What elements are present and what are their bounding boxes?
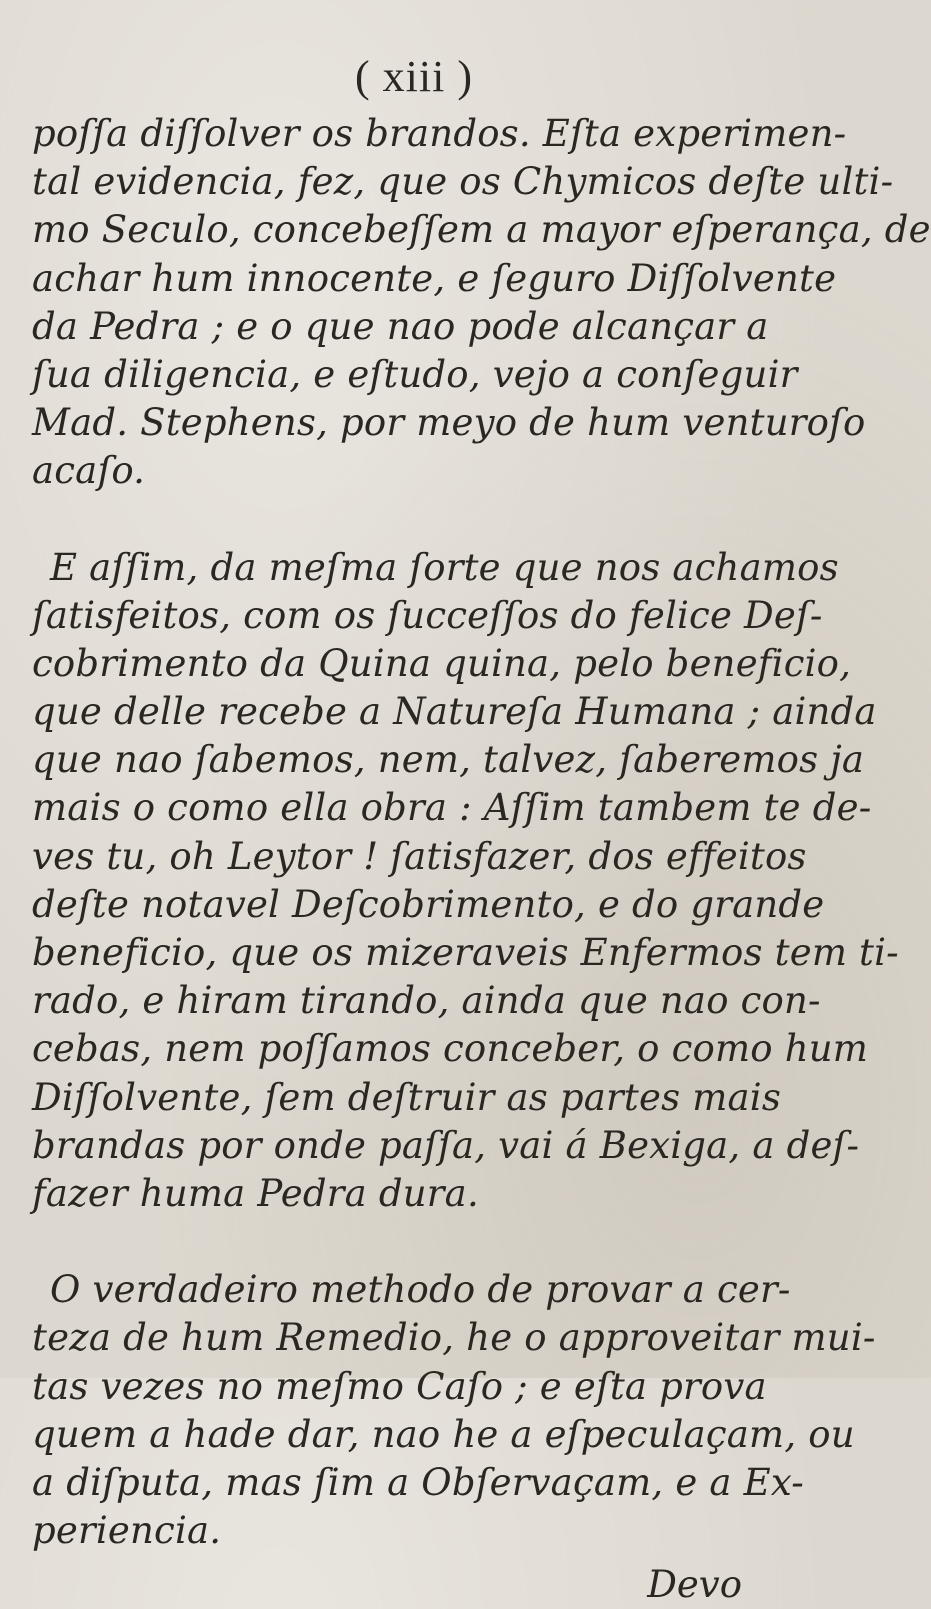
text-line: a diſputa, mas ſim a Obſervaçam, e a Ex- — [32, 1460, 804, 1504]
text-line: acaſo. — [32, 449, 146, 493]
paragraph-3 — [32, 1266, 876, 1555]
text-line: que delle recebe a Natureſa Humana ; ainda — [32, 690, 877, 734]
catchword: Devo — [647, 1563, 742, 1607]
text-line: teza de hum Remedio, he o approveitar mui- — [32, 1316, 876, 1360]
text-line: rado, e hiram tirando, ainda que nao con- — [32, 979, 821, 1023]
text-line: tas vezes no meſmo Caſo ; e eſta prova — [32, 1364, 767, 1408]
text-line: Mad. Stephens, por meyo de hum venturoſo — [32, 401, 866, 445]
page-number: ( xiii ) — [355, 52, 473, 101]
text-line: periencia. — [32, 1509, 222, 1553]
paragraph-1 — [32, 110, 931, 496]
text-line: mo Seculo, concebeſſem a mayor eſperança, de — [32, 208, 931, 252]
text-line: ves tu, oh Leytor ! ſatisfazer, dos effeitos — [32, 834, 807, 878]
text-line: poſſa diſſolver os brandos. Eſta experimen- — [32, 112, 847, 155]
paragraph-2 — [32, 544, 899, 1219]
text-line: brandas por onde paſſa, vai á Bexiga, a deſ- — [32, 1123, 860, 1167]
paragraph-gap — [32, 1218, 760, 1266]
text-line: achar hum innocente, e ſeguro Diſſolvente — [32, 256, 837, 300]
text-line: ſatisfeitos, com os ſucceſſos do felice Deſ- — [32, 593, 823, 637]
text-line: que nao ſabemos, nem, talvez, ſaberemos ja — [32, 738, 865, 782]
text-line: mais o como ella obra : Aſſim tambem te de- — [32, 786, 872, 830]
text-line: quem a hade dar, nao he a eſpeculaçam, ou — [32, 1412, 855, 1456]
text-line: da Pedra ; e o que nao pode alcançar a — [32, 304, 769, 348]
text-line: beneficio, que os mizeraveis Enfermos tem ti- — [32, 931, 899, 974]
text-line: fazer huma Pedra dura. — [32, 1171, 479, 1215]
text-line: ſua diligencia, e eſtudo, vejo a conſeguir — [32, 352, 798, 396]
text-line: tal evidencia, fez, que os Chymicos deſte ulti- — [32, 160, 894, 204]
text-line: Diſſolvente, ſem deſtruir as partes mais — [32, 1075, 782, 1119]
text-line: O verdadeiro methodo de provar a cer- — [50, 1268, 791, 1312]
text-line: cobrimento da Quina quina, pelo beneficio, — [32, 641, 852, 685]
text-line: deſte notavel Deſcobrimento, e do grande — [32, 882, 825, 926]
text-line: E aſſim, da meſma ſorte que nos achamos — [50, 545, 839, 589]
text-line: cebas, nem poſſamos conceber, o como hum — [32, 1027, 869, 1071]
paragraph-gap — [32, 496, 760, 544]
